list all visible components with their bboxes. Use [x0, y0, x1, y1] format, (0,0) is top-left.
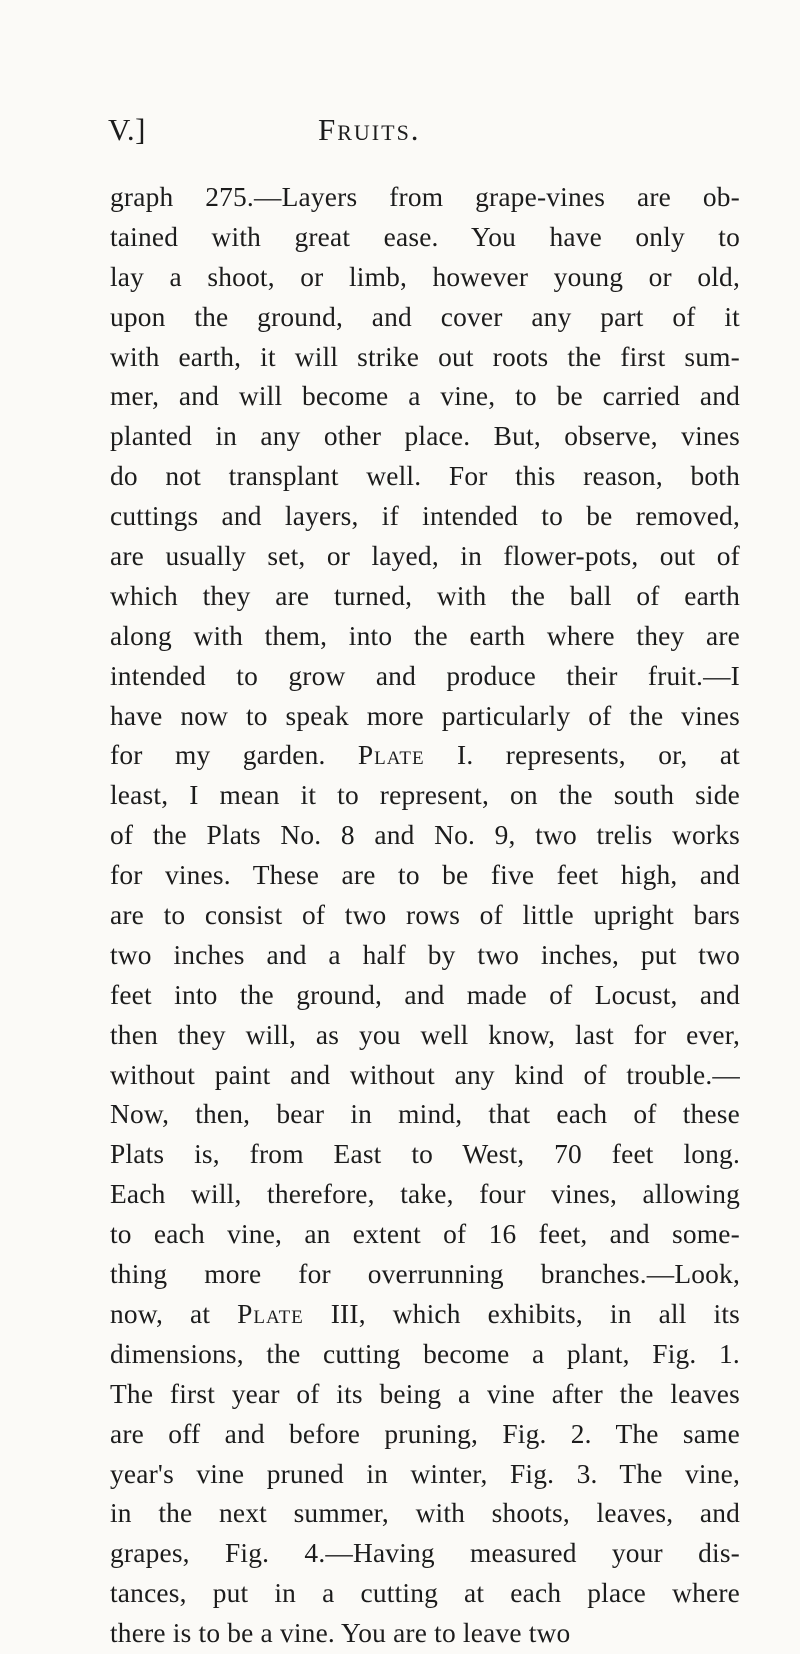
text-segment: least, I mean it to represent, on the south side: [110, 780, 740, 811]
text-segment: Each will, therefore, take, four vines, allowing: [110, 1179, 740, 1210]
text-line: [110, 1534, 740, 1574]
text-segment: pruned in winter,: [266, 1458, 488, 1489]
text-segment: layed: [371, 541, 432, 572]
text-line: [110, 1255, 740, 1295]
text-segment: lay a shoot, or limb, however young or old,: [110, 261, 740, 292]
text-line: [110, 497, 740, 537]
text-segment: Layers: [281, 182, 358, 212]
text-segment: year's vine: [110, 1458, 267, 1489]
text-line: [110, 1375, 740, 1415]
text-segment: five feet high,: [490, 860, 678, 891]
text-line: [110, 1056, 740, 1096]
text-line: [110, 896, 740, 936]
text-line: [110, 1215, 740, 1255]
text-segment: without paint and without any kind of trouble.—: [110, 1059, 740, 1090]
text-segment: along with them, into the earth where they are: [110, 620, 740, 651]
text-line: [110, 1415, 740, 1455]
text-line: [110, 417, 740, 457]
text-line: [110, 1455, 740, 1495]
text-segment: two inches and a half by two inches, put two: [110, 939, 740, 970]
text-segment: , in: [431, 541, 504, 572]
text-line: [110, 1494, 740, 1534]
text-line: [110, 617, 740, 657]
text-line: [110, 298, 740, 338]
text-segment: there is to be a vine. You are to leave two: [110, 1618, 571, 1649]
text-line: [110, 457, 740, 497]
text-segment: The first year of its being a vine: [110, 1378, 552, 1409]
text-segment: have now to speak more particularly of the vines: [110, 700, 740, 731]
text-segment: tained with great ease. You have only to: [110, 221, 740, 252]
text-line: [110, 178, 740, 218]
text-segment: Plate: [357, 740, 425, 771]
text-segment: after the leaves: [551, 1378, 741, 1409]
text-line: [110, 258, 740, 298]
page-header-title: Fruits.: [318, 112, 421, 147]
text-line: [110, 1614, 740, 1654]
text-segment: with earth, it will strike out roots the first sum-: [110, 341, 740, 372]
text-segment: cutting become a plant,: [323, 1338, 630, 1369]
text-segment: Now, then, bear in mind, that each of these: [110, 1099, 740, 1130]
text-line: [110, 537, 740, 577]
text-line: [110, 856, 740, 896]
text-segment: are off and before pruning,: [110, 1418, 479, 1449]
text-segment: now, at: [110, 1298, 238, 1329]
text-segment: do not: [110, 461, 229, 492]
text-segment: Plats is, from East to West, 70 feet long.: [110, 1139, 740, 1170]
running-head: [108, 112, 728, 152]
text-segment: III, which exhibits, in: [303, 1298, 659, 1329]
text-line: [110, 218, 740, 258]
text-segment: mer, and will become a vine, to be carried and: [110, 381, 740, 412]
text-segment: and: [677, 860, 740, 891]
text-line: [110, 1295, 740, 1335]
text-segment: all its: [658, 1298, 740, 1329]
text-line: [110, 1175, 740, 1215]
text-line: [110, 1095, 740, 1135]
text-line: [110, 936, 740, 976]
text-line: [110, 577, 740, 617]
text-line: [110, 976, 740, 1016]
text-segment: upon the ground, and cover any part of it: [110, 301, 740, 332]
text-segment: the: [243, 1338, 324, 1369]
text-segment: Fig. 2. The same: [478, 1418, 740, 1449]
text-segment: No. 8 and No. 9, two trelis works: [260, 820, 740, 851]
text-segment: which they are turned, with the ball of earth: [110, 580, 740, 611]
text-segment: Plats: [206, 820, 261, 851]
text-segment: , or: [298, 541, 372, 572]
text-line: [110, 736, 740, 776]
text-segment: are usually: [110, 541, 268, 572]
text-segment: tances, put in a cutting at each place where: [110, 1578, 740, 1609]
text-segment: from grape-vines are ob-: [357, 182, 740, 212]
text-segment: thing more for overrunning branches.—Look,: [110, 1259, 740, 1290]
text-line: [110, 816, 740, 856]
text-segment: set: [267, 541, 299, 572]
text-segment: graph 275.—: [110, 182, 282, 212]
text-segment: Locust,: [594, 979, 678, 1010]
text-segment: grapes, Fig. 4.—Having measured your dis-: [110, 1538, 740, 1569]
text-segment: feet into the ground, and made of: [110, 979, 595, 1010]
text-segment: I. represents, or, at: [424, 740, 740, 771]
text-segment: of the: [110, 820, 207, 851]
text-segment: Plate: [237, 1298, 304, 1329]
text-segment: to each vine, an extent of 16 feet, and some-: [110, 1219, 740, 1250]
text-segment: for ever,: [633, 1019, 740, 1050]
text-line: [110, 1335, 740, 1375]
text-line: [110, 1135, 740, 1175]
text-segment: , out of: [631, 541, 740, 572]
text-line: [110, 657, 740, 697]
text-segment: Fig. 3. The vine,: [487, 1458, 740, 1489]
text-segment: For this reason, both: [421, 461, 740, 492]
chapter-number: V.]: [108, 112, 146, 147]
text-segment: are to consist of two rows of little upright bars: [110, 900, 740, 931]
text-segment: for vines. These are to be: [110, 860, 491, 891]
text-segment: cuttings and layers, if intended to be removed,: [110, 501, 740, 532]
text-segment: planted in any other place. But, observe, vines: [110, 421, 740, 452]
text-segment: for my garden.: [110, 740, 358, 771]
body-text: [110, 178, 740, 1654]
text-line: [110, 338, 740, 378]
text-segment: intended to grow and produce their fruit.—I: [110, 660, 740, 691]
text-segment: transplant well.: [228, 461, 422, 492]
text-line: [110, 1016, 740, 1056]
text-segment: flower-pots: [503, 541, 632, 572]
text-segment: Fig. 1.: [629, 1338, 740, 1369]
text-segment: then they will, as you well know, last: [110, 1019, 634, 1050]
text-segment: in the next summer, with shoots, leaves, and: [110, 1498, 740, 1529]
text-line: [110, 377, 740, 417]
text-line: [110, 776, 740, 816]
text-segment: dimensions,: [110, 1338, 244, 1369]
text-segment: and: [677, 979, 740, 1010]
text-line: [110, 1574, 740, 1614]
text-line: [110, 697, 740, 737]
